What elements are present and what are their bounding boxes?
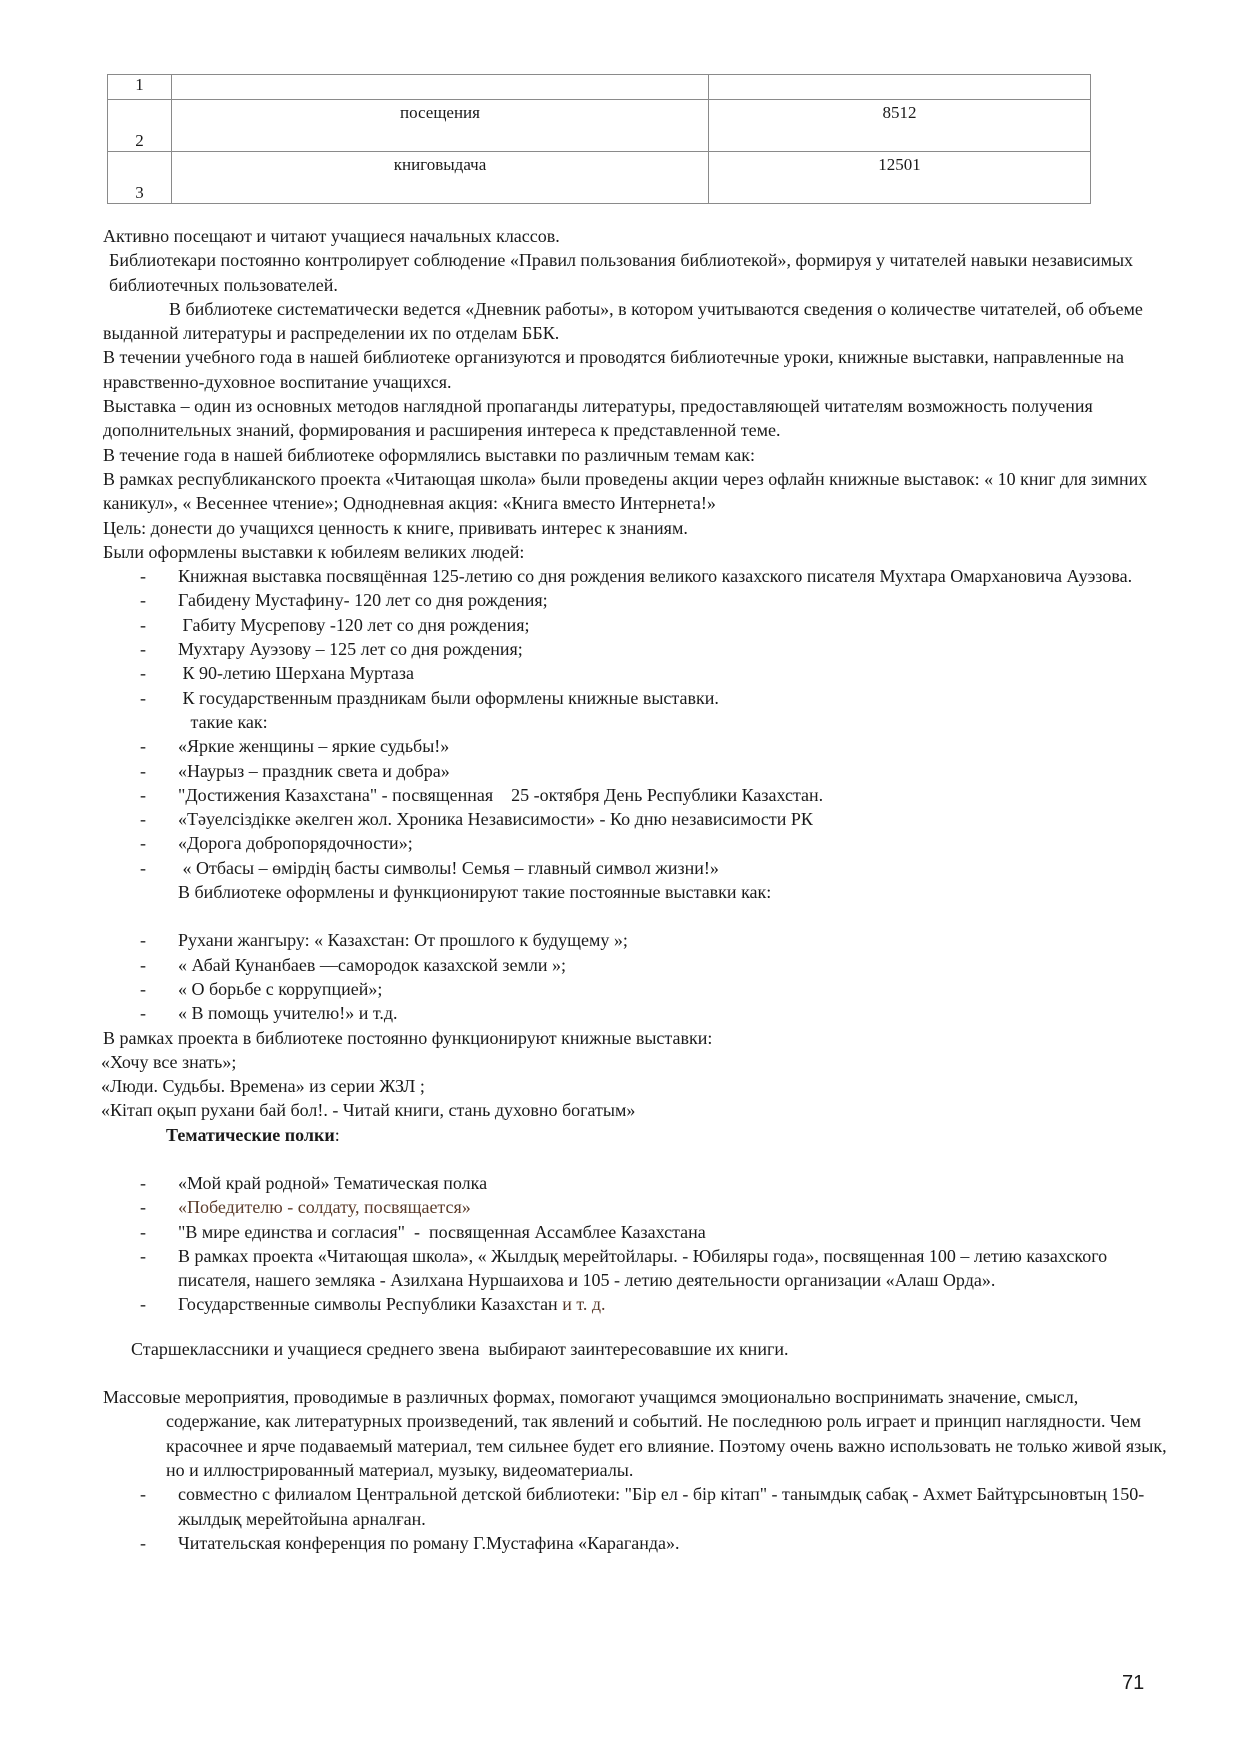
- shelves-list: [103, 1171, 1173, 1317]
- dash-marker: -: [140, 1221, 146, 1242]
- dash-marker: -: [140, 687, 146, 708]
- list-item-text: «Яркие женщины – яркие судьбы!»: [178, 736, 450, 757]
- list-item: [103, 1531, 1173, 1555]
- list-item: [103, 564, 1173, 588]
- dash-marker: -: [140, 930, 146, 951]
- paragraph: «Люди. Судьбы. Времена» из серии ЖЗЛ ;: [101, 1076, 425, 1097]
- shelves-heading: [103, 1123, 1173, 1147]
- list-item: [103, 831, 1173, 855]
- list-item-text: К 90-летию Шерхана Муртаза: [178, 663, 414, 684]
- dash-marker: -: [140, 1003, 146, 1024]
- list-item-text: « Отбасы – өмірдің басты символы! Семья – главный символ жизни!»: [178, 857, 719, 878]
- permanent-exhibitions-list: [103, 928, 1173, 1025]
- statistics-table: [107, 74, 1091, 204]
- list-item: [103, 1482, 1173, 1531]
- dash-marker: -: [140, 639, 146, 660]
- paragraph: Массовые мероприятия, проводимые в различных формах, помогают учащимся эмоционально воспринимать значение, смысл, содержание, как литературных произведений, так явлений и событий. Не последнюю роль играет и принцип наглядности. Чем красочнее и ярче подаваемый материал, тем сильнее будет его влияние. Поэтому очень важно использовать не только живой язык, но и иллюстрированный материал, музыку, видеоматериалы.: [103, 1387, 1167, 1480]
- list-item-text: Читательская конференция по роману Г.Мустафина «Караганда».: [178, 1532, 680, 1553]
- paragraph: В рамках республиканского проекта «Читающая школа» были проведены акции через офлайн книжные выставок: « 10 книг для зимних каникул», « Весеннее чтение»; Однодневная акция: «Книга вместо Интернета!»: [103, 468, 1148, 514]
- paragraph: Активно посещают и читают учащиеся начальных классов.: [103, 226, 560, 246]
- spacer: [103, 1361, 1173, 1385]
- list-item: [103, 661, 1173, 685]
- list-item-text: "В мире единства и согласия" - посвященная Ассамблее Казахстана: [178, 1221, 706, 1242]
- list-item-text: « В помощь учителю!» и т.д.: [178, 1003, 398, 1024]
- row-label: книговыдача: [172, 152, 709, 204]
- list-item-text: Мухтару Ауэзову – 125 лет со дня рождения;: [178, 639, 523, 660]
- dash-marker: -: [140, 590, 146, 611]
- list-item-text: «Дорога добропорядочности»;: [178, 833, 413, 854]
- page-number: 71: [1122, 1672, 1145, 1694]
- dash-marker: -: [140, 1245, 146, 1266]
- dash-marker: -: [140, 736, 146, 757]
- jubilee-list: [103, 564, 1173, 710]
- row-value: 12501: [709, 152, 1091, 204]
- list-item-text: Габиту Мусрепову -120 лет со дня рождения;: [178, 614, 530, 635]
- paragraph: Библиотекари постоянно контролирует соблюдение «Правил пользования библиотекой», формируя у читателей навыки независимых библиотечных пользователей.: [109, 250, 1134, 295]
- dash-marker: -: [140, 663, 146, 684]
- dash-marker: -: [140, 614, 146, 635]
- dash-marker: -: [140, 857, 146, 878]
- dash-marker: -: [140, 1172, 146, 1193]
- list-item: [103, 613, 1173, 637]
- spacer: [103, 1147, 1173, 1171]
- list-subline: такие как:: [186, 711, 268, 732]
- events-list: [103, 1482, 1173, 1555]
- list-item: [103, 928, 1173, 952]
- list-item: [103, 977, 1173, 1001]
- list-item: [103, 637, 1173, 661]
- paragraph: В рамках проекта в библиотеке постоянно функционируют книжные выставки:: [103, 1027, 713, 1048]
- dash-marker: -: [140, 809, 146, 830]
- dash-marker: -: [140, 833, 146, 854]
- holidays-list: [103, 734, 1173, 880]
- dash-marker: -: [140, 954, 146, 975]
- dash-marker: -: [140, 1532, 146, 1553]
- row-label: [172, 75, 709, 100]
- dash-marker: -: [140, 784, 146, 805]
- dash-marker: -: [140, 1294, 146, 1315]
- list-item-text: « О борьбе с коррупцией»;: [178, 978, 383, 999]
- paragraph: Были оформлены выставки к юбилеям великих людей:: [103, 541, 525, 562]
- list-item-text: Государственные символы Республики Казахстан: [178, 1294, 558, 1315]
- list-item: [103, 686, 1173, 710]
- paragraph: В библиотеке систематически ведется «Дневник работы», в котором учитываются сведения о количестве читателей, об объеме выданной литературы и распределении их по отделам ББК.: [103, 298, 1143, 344]
- dash-marker: -: [140, 1197, 146, 1218]
- list-item-text: Рухани жангыру: « Казахстан: От прошлого к будущему »;: [178, 930, 628, 951]
- list-item-text: К государственным праздникам были оформлены книжные выставки.: [178, 687, 719, 708]
- paragraph: В течение года в нашей библиотеке оформлялись выставки по различным темам как:: [103, 444, 756, 465]
- paragraph: В течении учебного года в нашей библиотеке организуются и проводятся библиотечные уроки, книжные выставки, направленные на нравственно-духовное воспитание учащихся.: [103, 347, 1124, 392]
- paragraph: Цель: донести до учащихся ценность к книге, прививать интерес к знаниям.: [103, 517, 688, 538]
- row-number: 2: [108, 100, 172, 152]
- list-item: [103, 1001, 1173, 1025]
- row-number: 3: [108, 152, 172, 204]
- paragraph: Старшеклассники и учащиеся среднего звена выбирают заинтересовавшие их книги.: [131, 1338, 789, 1359]
- table-row: [108, 75, 1091, 100]
- list-subline: В библиотеке оформлены и функционируют такие постоянные выставки как:: [178, 882, 772, 903]
- paragraph: «Кітап оқып рухани бай бол!. - Читай книги, стань духовно богатым»: [101, 1100, 636, 1121]
- spacer: [103, 1317, 1173, 1337]
- dash-marker: -: [140, 760, 146, 781]
- list-item-suffix: и т. д.: [557, 1294, 606, 1315]
- list-item-text: «Тәуелсіздікке әкелген жол. Хроника Независимости» - Ко дню независимости РК: [178, 809, 813, 830]
- list-item-text: «Наурыз – праздник света и добра»: [178, 760, 450, 781]
- list-item-text: «Мой край родной» Тематическая полка: [178, 1172, 488, 1193]
- list-item: [103, 807, 1173, 831]
- list-item-text: «Победителю - солдату, посвящается»: [178, 1197, 471, 1218]
- list-item: [103, 588, 1173, 612]
- paragraph: Выставка – один из основных методов наглядной пропаганды литературы, предоставляющей читателям возможность получения дополнительных знаний, формирования и расширения интереса к представленной теме.: [103, 396, 1093, 441]
- table-row: [108, 152, 1091, 204]
- list-item-text: В рамках проекта «Читающая школа», « Жылдық мерейтойлары. - Юбиляры года», посвященная 100 – летию казахского писателя, нашего земляка - Азилхана Нуршаихова и 105 - летию деятельности организации «Алаш Орда».: [178, 1245, 1108, 1291]
- document-body: [103, 224, 1173, 1555]
- list-item: [103, 1220, 1173, 1244]
- list-item: [103, 783, 1173, 807]
- list-item: [103, 856, 1173, 880]
- dash-marker: -: [140, 978, 146, 999]
- list-item: [103, 1292, 1173, 1316]
- dash-marker: -: [140, 566, 146, 587]
- row-label: посещения: [172, 100, 709, 152]
- list-item-text: Книжная выставка посвящённая 125-летию со дня рождения великого казахского писателя Мухтара Омархановича Ауэзова.: [178, 566, 1133, 587]
- row-value: [709, 75, 1091, 100]
- list-item-text: "Достижения Казахстана" - посвященная 25 -октября День Республики Казахстан.: [178, 784, 824, 805]
- list-item: [103, 734, 1173, 758]
- list-item: [103, 1244, 1173, 1293]
- shelves-heading-text: Тематические полки: [166, 1124, 335, 1145]
- list-item: [103, 953, 1173, 977]
- row-number: 1: [108, 75, 172, 100]
- table-row: [108, 100, 1091, 152]
- list-item-text: « Абай Кунанбаев —самородок казахской земли »;: [178, 954, 566, 975]
- list-item-text: совместно с филиалом Центральной детской библиотеки: "Бір ел - бір кітап" - танымдық сабақ - Ахмет Байтұрсыновтың 150-жылдық мерейтойына арналған.: [178, 1484, 1145, 1529]
- list-item: [103, 1171, 1173, 1195]
- list-item-text: Габидену Мустафину- 120 лет со дня рождения;: [178, 590, 548, 611]
- list-item: [103, 759, 1173, 783]
- dash-marker: -: [140, 1484, 146, 1505]
- row-value: 8512: [709, 100, 1091, 152]
- shelves-heading-colon: :: [334, 1124, 340, 1145]
- list-item: [103, 1195, 1173, 1219]
- paragraph: «Хочу все знать»;: [101, 1051, 237, 1072]
- spacer: [103, 904, 1173, 928]
